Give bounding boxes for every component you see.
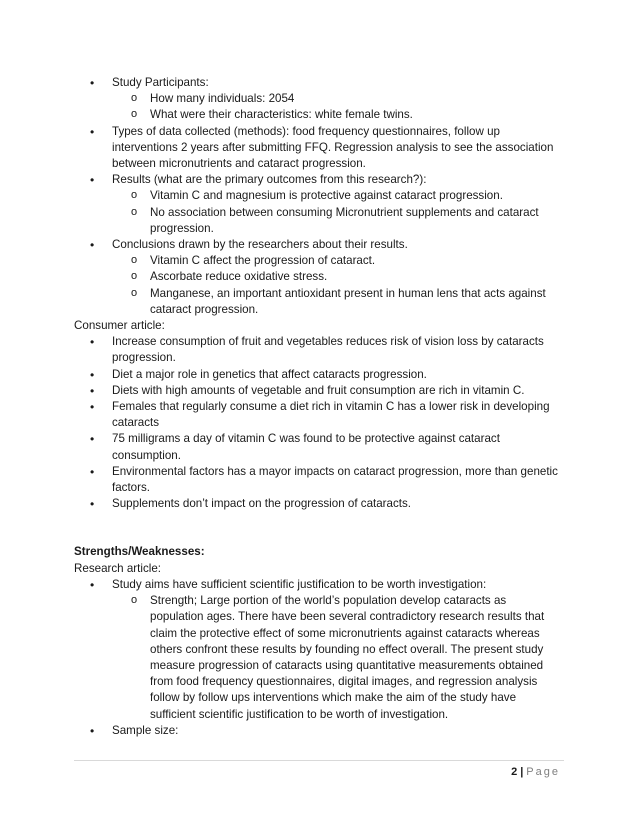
page-footer [511,766,560,778]
bullet-item: • Environmental factors has a mayor impacts on cataract progression, more than genetic [74,464,564,480]
blank-line [74,512,564,528]
bullet-item: • Results (what are the primary outcomes from this research?): [74,172,564,188]
sub-bullet-item: o No association between consuming Micronutrient supplements and cataract [74,205,564,221]
sub-bullet-item-continuation: from food frequency questionnaires, digital images, and regression analysis [150,675,538,689]
document-body [74,75,564,739]
footer-separator: | [520,766,524,778]
bullet-item: • 75 milligrams a day of vitamin C was found to be protective against cataract [74,431,564,447]
bullet-item: • Diets with high amounts of vegetable and fruit consumption are rich in vitamin C. [74,383,564,399]
sub-bullet-item-continuation: measure progression of cataracts using quantitative measurements obtained [150,658,544,672]
bullet-item-continuation: between micronutrients and cataract progression. [112,157,366,171]
bullet-item-continuation: progression. [112,351,176,365]
bullet-item: • Conclusions drawn by the researchers about their results. [74,237,564,253]
bullet-item: • Supplements don’t impact on the progression of cataracts. [74,496,564,512]
page-label: Page [526,766,560,778]
bullet-item-continuation: consumption. [112,448,181,462]
sub-bullet-item-continuation: sufficient scientific justification to be worth of investigation. [150,707,449,721]
bullet-item: • Diet a major role in genetics that affect cataracts progression. [74,367,564,383]
sub-bullet-item: o Strength; Large portion of the world’s population develop cataracts as [74,593,564,609]
section-label: Consumer article: [74,319,165,333]
sub-bullet-item: o Vitamin C and magnesium is protective against cataract progression. [74,188,564,204]
sub-bullet-item: o How many individuals: 2054 [74,91,564,107]
sub-bullet-item-continuation: follow by follow ups interventions which make the aim of the study have [150,691,517,705]
bullet-item: • Types of data collected (methods): food frequency questionnaires, follow up [74,124,564,140]
section-label: Research article: [74,561,161,575]
page-number: 2 [511,766,518,778]
sub-bullet-item-continuation: cataract progression. [150,302,259,316]
footer-divider [74,760,564,761]
sub-bullet-item-continuation: others confront these results by founding no effect overall. The present study [150,642,544,656]
bullet-item: • Study Participants: [74,75,564,91]
blank-line [74,528,564,544]
bullet-item: • Females that regularly consume a diet rich in vitamin C has a lower risk in developing [74,399,564,415]
sub-bullet-item: o Ascorbate reduce oxidative stress. [74,269,564,285]
sub-bullet-item: o Manganese, an important antioxidant present in human lens that acts against [74,286,564,302]
sub-bullet-item: o What were their characteristics: white female twins. [74,107,564,123]
bullet-item-continuation: factors. [112,481,151,495]
sub-bullet-item-continuation: population ages. There have been several contradictory research results that [150,610,545,624]
sub-bullet-item-continuation: progression. [150,221,214,235]
bullet-item-continuation: interventions 2 years after submitting FFQ. Regression analysis to see the association [112,140,554,154]
bullet-item-continuation: cataracts [112,416,160,430]
sub-bullet-item-continuation: claim the protective effect of some micronutrients against cataracts whereas [150,626,540,640]
sub-bullet-item: o Vitamin C affect the progression of cataract. [74,253,564,269]
bullet-item: • Study aims have sufficient scientific justification to be worth investigation: [74,577,564,593]
section-heading: Strengths/Weaknesses: [74,545,205,559]
bullet-item: • Sample size: [74,723,564,739]
bullet-item: • Increase consumption of fruit and vegetables reduces risk of vision loss by cataracts [74,334,564,350]
